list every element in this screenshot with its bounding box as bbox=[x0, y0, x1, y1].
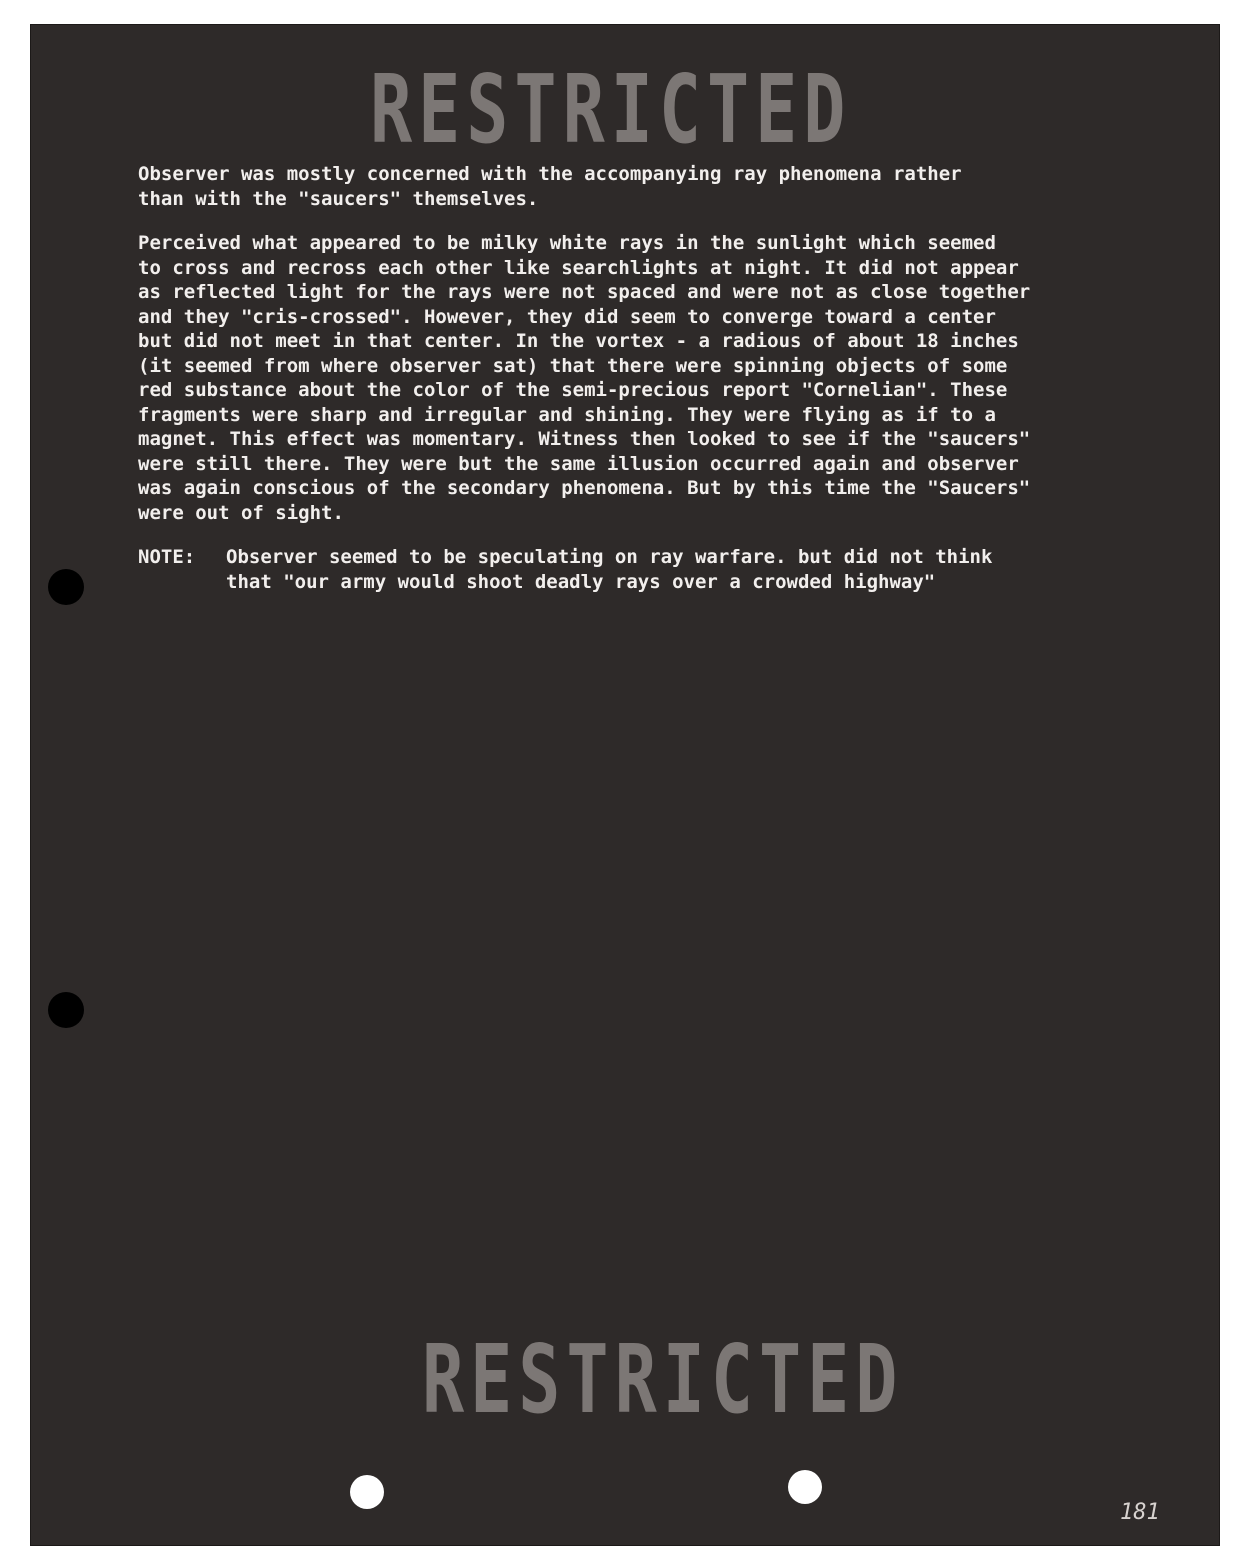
restricted-stamp-top: RESTRICTED bbox=[370, 54, 852, 165]
note-text: Observer seemed to be speculating on ray warfare. but did not think that "our army would shoot deadly rays over a crowded highway" bbox=[226, 546, 993, 593]
restricted-stamp-bottom: RESTRICTED bbox=[422, 1324, 904, 1435]
punch-hole-bottom-right bbox=[788, 1470, 822, 1504]
note-label: NOTE: bbox=[138, 546, 196, 568]
report-body bbox=[138, 162, 1158, 594]
paragraph-2: Perceived what appeared to be milky white rays in the sunlight which seemed to cross and recross each other like searchlights at night. It did not appear as reflected light for the rays were not spaced and were not as close together and they "cris-crossed". However, they did seem to converge toward a center but did not meet in that center. In the vortex - a radious of about 18 inches (it seemed from where observer sat) that there were spinning objects of some red substance about the color of the semi-precious report "Cornelian". These fragments were sharp and irregular and shining. They were flying as if to a magnet. This effect was momentary. Witness then looked to see if the "saucers" were still there. They were but the same illusion occurred again and observer was again conscious of the secondary phenomena. But by this time the "Saucers" were out of sight. bbox=[138, 232, 1031, 524]
paragraph-1: Observer was mostly concerned with the accompanying ray phenomena rather than with the "saucers" themselves. bbox=[138, 163, 962, 210]
punch-hole-upper bbox=[48, 569, 84, 605]
page-number: 181 bbox=[1120, 1500, 1160, 1525]
punch-hole-lower bbox=[48, 992, 84, 1028]
note-block bbox=[138, 545, 1158, 594]
punch-hole-bottom-left bbox=[350, 1475, 384, 1509]
document-page bbox=[30, 24, 1220, 1546]
